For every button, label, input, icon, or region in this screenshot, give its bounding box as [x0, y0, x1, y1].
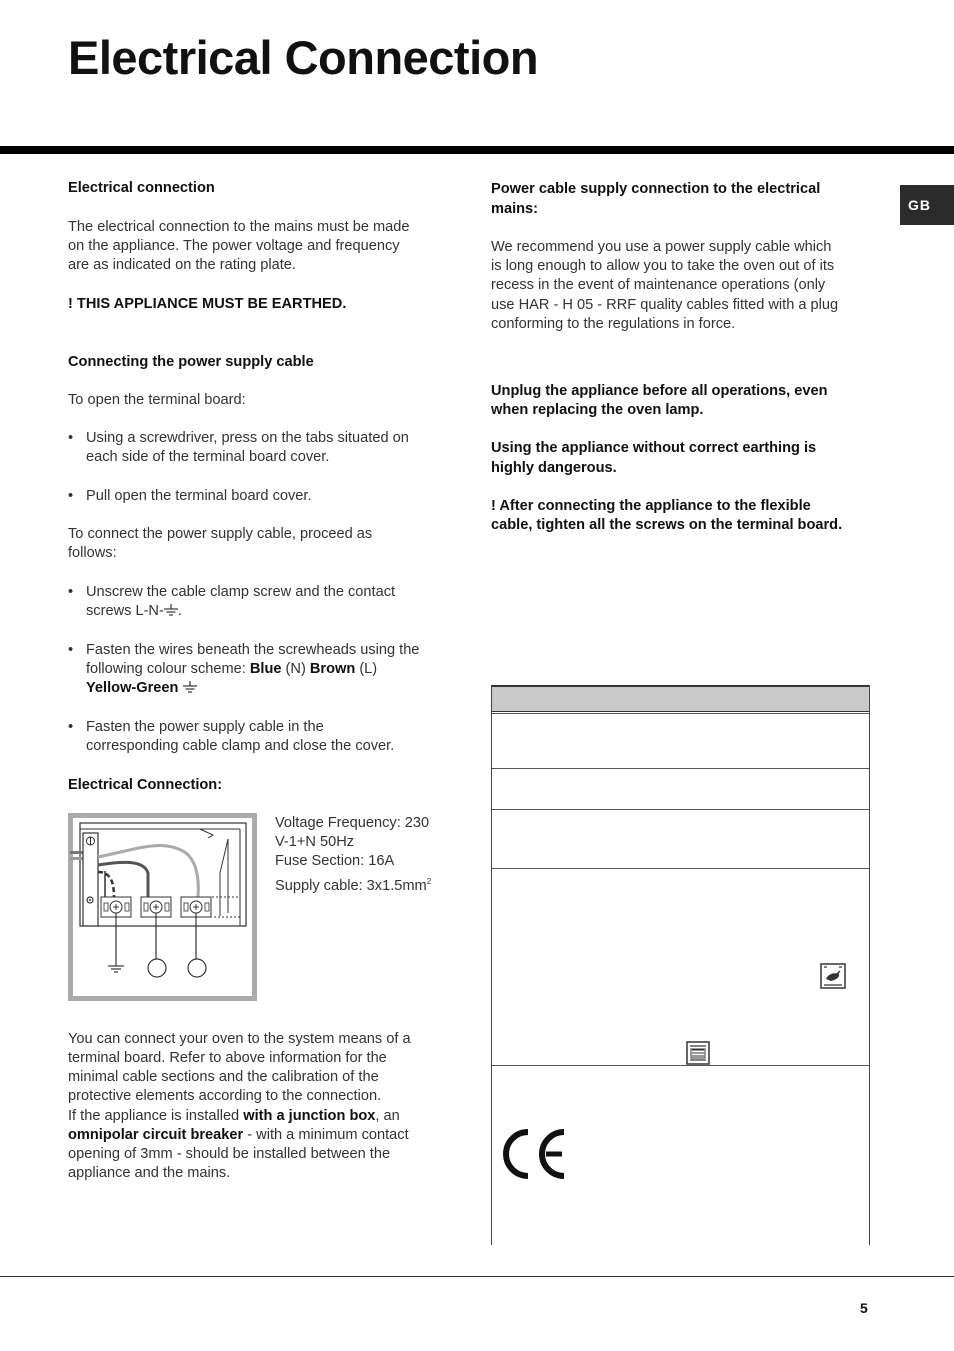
list-item — [68, 487, 458, 507]
intro-line: on the appliance. The power voltage and frequency — [68, 238, 400, 254]
bullet: • — [68, 642, 74, 658]
section-heading: Connecting the power supply cable — [68, 354, 314, 370]
conventional-oven-icon — [686, 1041, 710, 1065]
intro-line: The electrical connection to the mains must be made — [68, 219, 410, 235]
data-plate-table — [491, 685, 870, 1245]
page-title: Electrical Connection — [68, 31, 539, 84]
list-item-text — [86, 679, 197, 698]
grill-mode-icon — [820, 963, 846, 989]
list-item-text — [86, 660, 377, 679]
footer-rule — [0, 1276, 954, 1277]
header-rule — [0, 146, 954, 154]
earth-warning: ! THIS APPLIANCE MUST BE EARTHED. — [68, 296, 347, 312]
section-heading: Electrical connection — [68, 180, 215, 196]
superscript: 2 — [426, 876, 432, 886]
list-item-text: Fasten the wires beneath the screwheads using the — [86, 642, 420, 658]
bullet: • — [68, 719, 74, 735]
bullet: • — [68, 584, 74, 600]
list-item-text: screws L-N- — [86, 603, 164, 619]
warning-line: ! After connecting the appliance to the flexible — [491, 498, 811, 514]
list-item — [68, 429, 458, 469]
list-item-text: Unscrew the cable clamp screw and the contact — [86, 584, 396, 600]
paragraph-line: is long enough to allow you to take the oven out of its — [491, 258, 835, 274]
spec-line: V-1+N 50Hz — [275, 834, 355, 851]
paragraph-line: terminal board. Refer to above information for the — [68, 1050, 387, 1066]
warning-line: highly dangerous. — [491, 460, 617, 476]
language-tab: GB — [900, 185, 954, 225]
paragraph-line: We recommend you use a power supply cable which — [491, 239, 832, 255]
warning-line: when replacing the oven lamp. — [491, 402, 704, 418]
paragraph-line: conforming to the regulations in force. — [491, 316, 736, 332]
electrical-specs — [275, 814, 431, 896]
list-item-text: each side of the terminal board cover. — [86, 449, 330, 465]
warning-line: cable, tighten all the screws on the terminal board. — [491, 517, 843, 533]
warning-line: Unplug the appliance before all operations, even — [491, 383, 828, 399]
list-item-text: Using a screwdriver, press on the tabs situated on — [86, 430, 409, 446]
list-item — [68, 583, 458, 623]
spec-line: Fuse Section: 16A — [275, 853, 395, 870]
connect-intro: To connect the power supply cable, proceed as — [68, 526, 373, 542]
wire-colour-brown: Brown — [309, 661, 356, 677]
paragraph-line: use HAR - H 05 - RRF quality cables fitted with a plug — [491, 297, 839, 313]
intro-line: are as indicated on the rating plate. — [68, 257, 296, 273]
earth-ground-icon — [183, 681, 197, 693]
terminal-board-diagram — [68, 813, 257, 1001]
spec-line — [275, 872, 431, 896]
paragraph-text: - with a minimum contact — [243, 1127, 409, 1143]
list-item-text: corresponding cable clamp and close the cover. — [86, 738, 395, 754]
list-item — [68, 718, 458, 758]
spec-line: Voltage Frequency: 230 — [275, 815, 430, 831]
paragraph-text: , an — [375, 1108, 400, 1124]
table-divider — [492, 1065, 869, 1066]
section-heading: Power cable supply connection to the electrical — [491, 181, 821, 197]
bullet: • — [68, 488, 74, 504]
paragraph-line — [68, 1126, 409, 1145]
connect-intro: follows: — [68, 545, 117, 561]
warning-line: Using the appliance without correct earthing is — [491, 440, 817, 456]
paragraph-line: appliance and the mains. — [68, 1165, 231, 1181]
paragraph-bold: omnipolar circuit breaker — [68, 1127, 244, 1143]
table-divider — [492, 768, 869, 769]
page-number: 5 — [860, 1300, 868, 1316]
wire-label: (L) — [355, 661, 378, 677]
wire-colour-blue: Blue — [249, 661, 282, 677]
bullet: • — [68, 430, 74, 446]
list-item-text: Pull open the terminal board cover. — [86, 488, 312, 504]
earth-ground-icon — [164, 604, 178, 616]
list-item-text: following colour scheme: — [86, 661, 250, 677]
paragraph-line: protective elements according to the connection. — [68, 1088, 382, 1104]
list-item — [68, 641, 458, 701]
paragraph-line: minimal cable sections and the calibration of the — [68, 1069, 379, 1085]
paragraph-line: opening of 3mm - should be installed between the — [68, 1146, 391, 1162]
paragraph-line — [68, 1107, 400, 1126]
open-intro: To open the terminal board: — [68, 392, 246, 408]
section-heading: Electrical Connection: — [68, 777, 223, 793]
paragraph-line: You can connect your oven to the system means of a — [68, 1031, 411, 1047]
ce-mark-icon — [502, 1128, 570, 1180]
table-header — [492, 685, 869, 712]
list-item-text: screws L-N- . — [86, 603, 182, 619]
section-heading: mains: — [491, 201, 539, 217]
spec-line-text: Supply cable: 3x1.5mm — [275, 877, 427, 894]
list-item-text: Fasten the power supply cable in the — [86, 719, 324, 735]
paragraph-line: recess in the event of maintenance operations (only — [491, 277, 826, 293]
paragraph-text: If the appliance is installed — [68, 1108, 244, 1124]
table-divider — [492, 868, 869, 869]
wire-colour-yellow-green: Yellow-Green — [86, 680, 179, 696]
paragraph-bold: with a junction box — [243, 1108, 376, 1124]
wire-label: (N) — [281, 661, 310, 677]
table-divider — [492, 809, 869, 810]
table-divider — [492, 713, 869, 714]
